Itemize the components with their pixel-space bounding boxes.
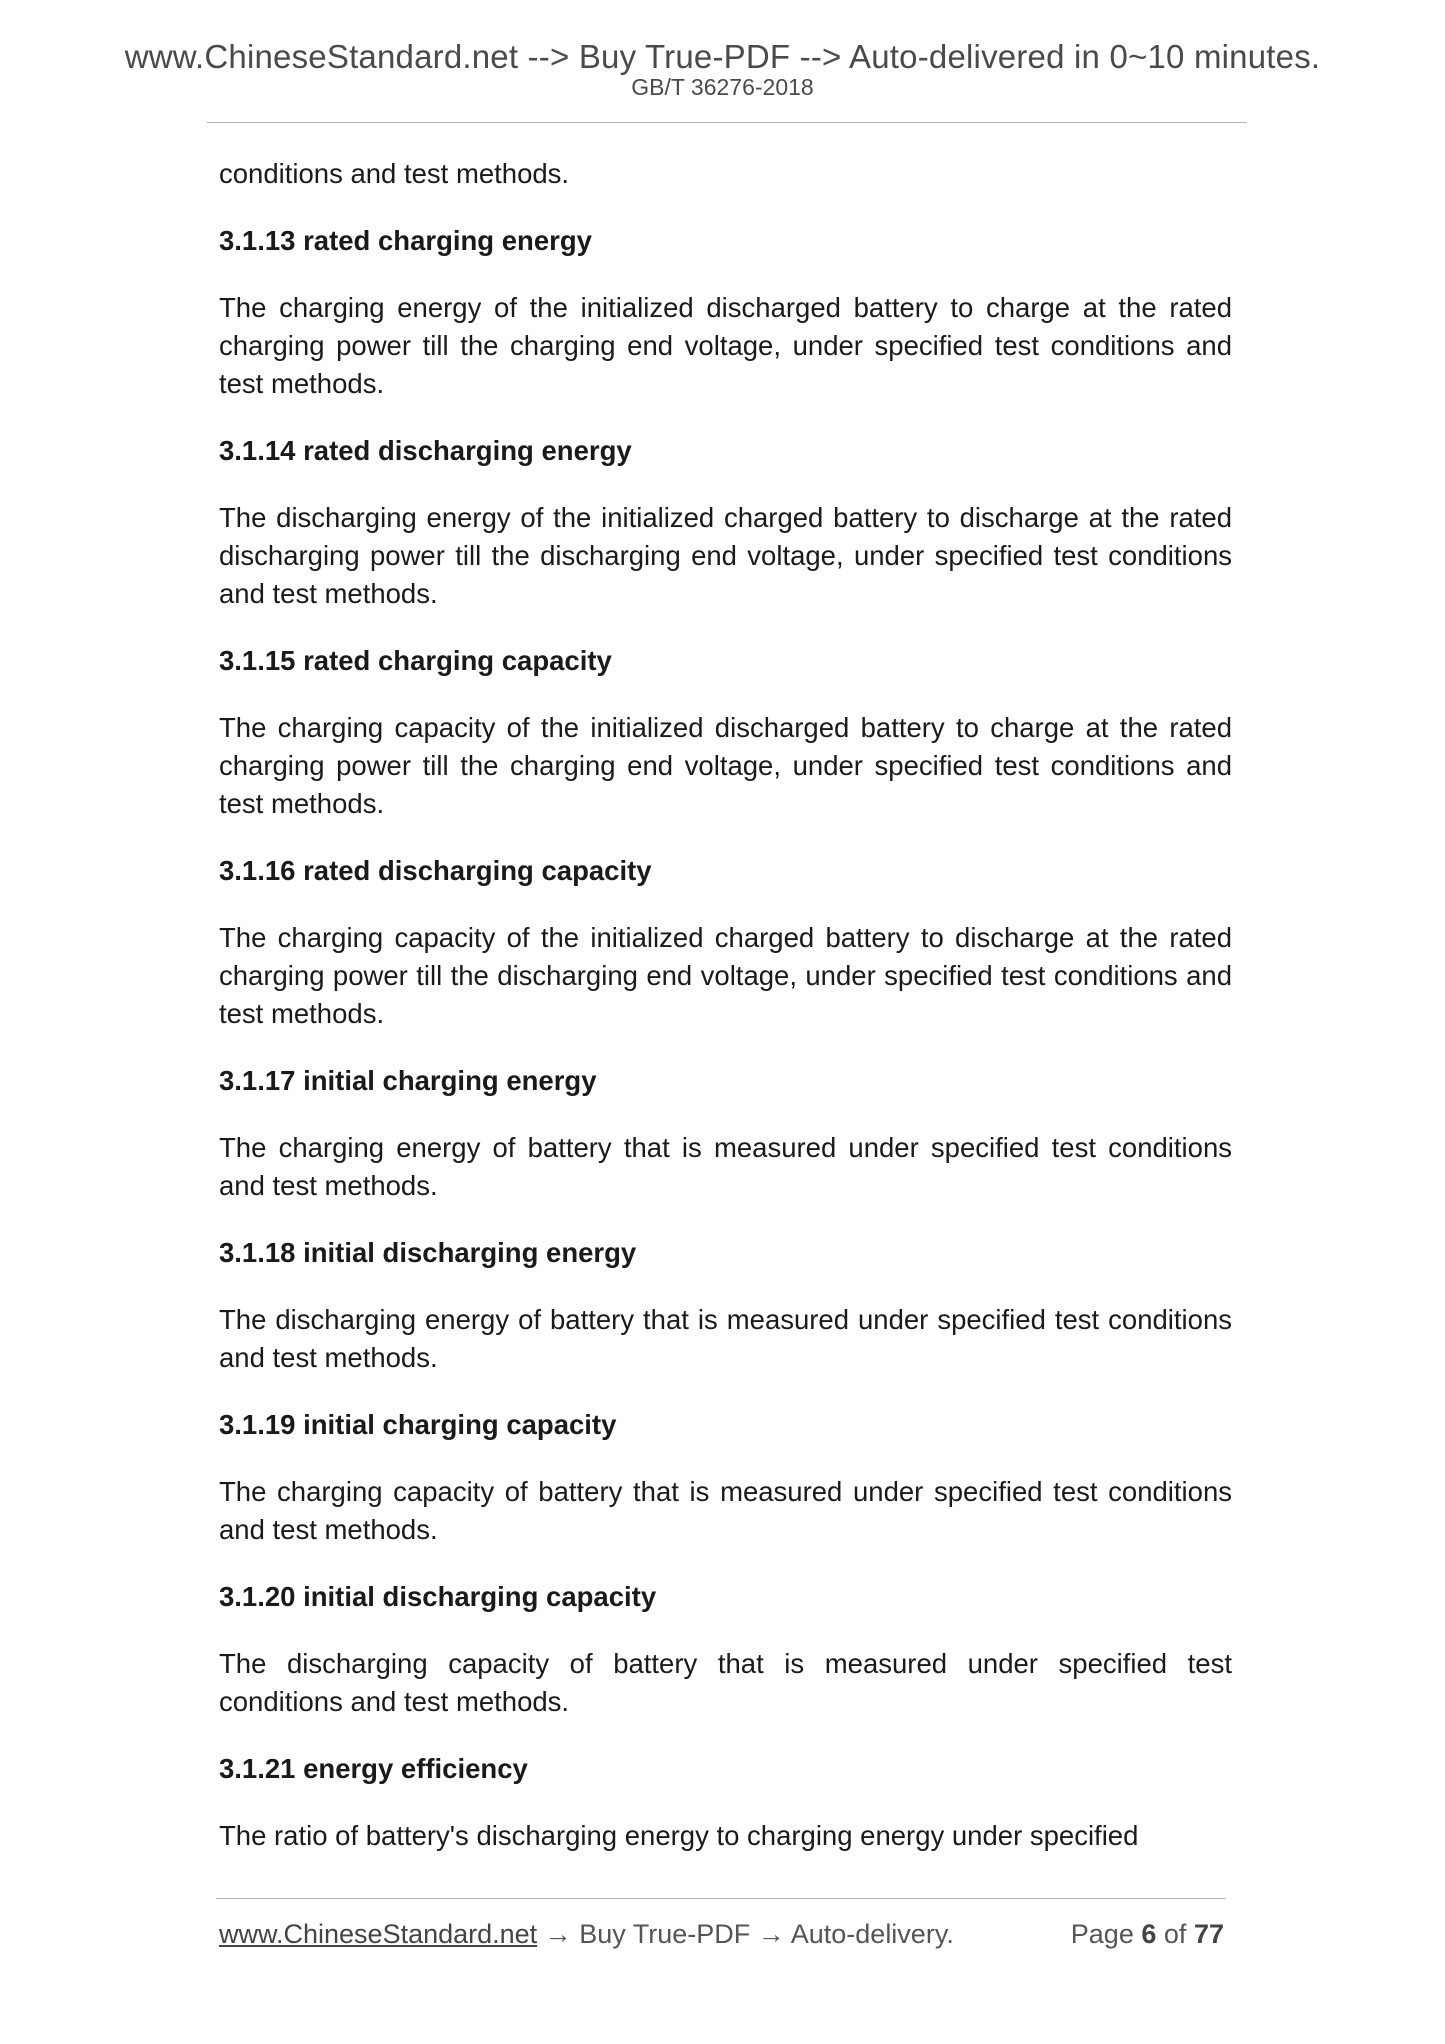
definition-section bbox=[219, 852, 1232, 1033]
section-heading: 3.1.21 energy efficiency bbox=[219, 1753, 528, 1784]
section-heading: 3.1.20 initial discharging capacity bbox=[219, 1581, 657, 1612]
section-body: The discharging energy of the initialized charged battery to discharge at the rated discharging power till the discharging end voltage, under specified test conditions and test methods. bbox=[219, 502, 1232, 609]
page-label: Page bbox=[1070, 1919, 1134, 1949]
page-footer bbox=[219, 1919, 1224, 1950]
definition-section bbox=[219, 1578, 1232, 1721]
definition-section bbox=[219, 1406, 1232, 1549]
definition-section bbox=[219, 1750, 1232, 1855]
footer-divider bbox=[216, 1898, 1226, 1899]
section-body: The discharging energy of battery that is measured under specified test conditions and test methods. bbox=[219, 1304, 1232, 1373]
document-code: GB/T 36276-2018 bbox=[631, 74, 814, 100]
section-heading: 3.1.17 initial charging energy bbox=[219, 1065, 597, 1096]
section-heading: 3.1.15 rated charging capacity bbox=[219, 645, 612, 676]
section-heading: 3.1.14 rated discharging energy bbox=[219, 435, 632, 466]
section-body: The ratio of battery's discharging energy to charging energy under specified bbox=[219, 1820, 1139, 1851]
header-divider bbox=[207, 122, 1247, 123]
footer-site-link[interactable]: www.ChineseStandard.net bbox=[219, 1919, 538, 1949]
definition-section bbox=[219, 432, 1232, 613]
page-current: 6 bbox=[1141, 1919, 1157, 1949]
top-banner: www.ChineseStandard.net --> Buy True-PDF --> Auto-delivered in 0~10 minutes. bbox=[124, 38, 1321, 75]
definition-section bbox=[219, 642, 1232, 823]
page-content bbox=[219, 155, 1232, 1855]
definition-section bbox=[219, 222, 1232, 403]
section-heading: 3.1.16 rated discharging capacity bbox=[219, 855, 652, 886]
section-heading: 3.1.18 initial discharging energy bbox=[219, 1237, 637, 1268]
definition-section bbox=[219, 1234, 1232, 1377]
section-body: The discharging capacity of battery that is measured under specified test conditions and test methods. bbox=[219, 1648, 1232, 1717]
page-total: 77 bbox=[1193, 1919, 1224, 1949]
definition-section bbox=[219, 1062, 1232, 1205]
continued-paragraph: conditions and test methods. bbox=[219, 158, 570, 189]
section-heading: 3.1.19 initial charging capacity bbox=[219, 1409, 617, 1440]
footer-tagline: → Buy True-PDF → Auto-delivery. bbox=[537, 1919, 954, 1949]
section-heading: 3.1.13 rated charging energy bbox=[219, 225, 592, 256]
section-body: The charging capacity of the initialized discharged battery to charge at the rated charging power till the charging end voltage, under specified test conditions and test methods. bbox=[219, 712, 1232, 819]
page-indicator bbox=[1071, 1919, 1224, 1950]
section-body: The charging capacity of battery that is measured under specified test conditions and test methods. bbox=[219, 1476, 1232, 1545]
page-of-label: of bbox=[1163, 1919, 1187, 1949]
section-body: The charging energy of battery that is measured under specified test conditions and test methods. bbox=[219, 1132, 1232, 1201]
section-body: The charging capacity of the initialized charged battery to discharge at the rated charging power till the discharging end voltage, under specified test conditions and test methods. bbox=[219, 922, 1232, 1029]
section-body: The charging energy of the initialized discharged battery to charge at the rated charging power till the charging end voltage, under specified test conditions and test methods. bbox=[219, 292, 1232, 399]
